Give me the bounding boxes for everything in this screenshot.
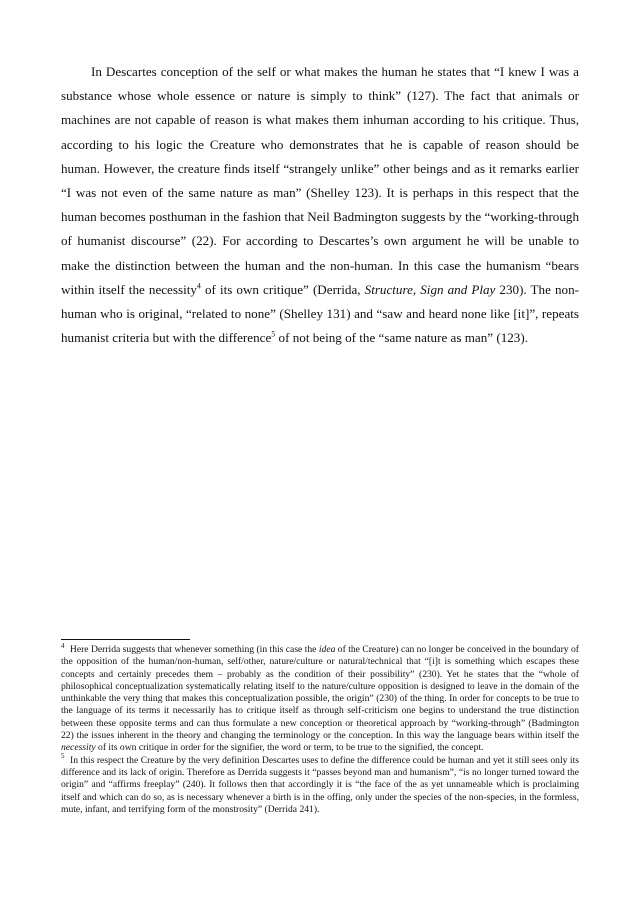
footnote-italic: idea	[318, 644, 336, 655]
footnote-text-segment: of its own critique in order for the signifier, the word or term, to be true to the signified, the concept.	[95, 742, 484, 754]
body-text-segment: 230). The non-human who is original, “related to none” (Shelley 131) and “saw and heard none like [it]”, repeats humanist criteria but with the difference	[61, 281, 579, 346]
footnote-text-segment: Here Derrida suggests that whenever something (in this case the	[67, 644, 319, 655]
body-paragraph	[61, 60, 579, 350]
italic-title: Structure, Sign and Play	[364, 281, 496, 297]
footnotes-section	[61, 641, 579, 816]
footnote-reference-4[interactable]: 4	[196, 281, 201, 291]
footnote-text-segment: In this respect the Creature by the very definition Descartes uses to define the difference could be human and yet it still sees only its difference and its lack of origin. Therefore as Derrida suggests it “passes beyond man and humanism”, “is no longer turned toward the origin” and “affirms freeplay” (240). It follows then that accordingly it is “the face of the as yet unnameable which is proclaiming itself and which can do so, as is necessary whenever a birth is in the offing, only under the species of the non-species, in the formless, mute, infant, and terrifying form of the monstrosity” (Derrida 241).	[61, 754, 579, 815]
body-text-segment: of its own critique” (Derrida,	[200, 281, 365, 297]
footnote-number: 4	[61, 641, 65, 650]
footnote-4	[61, 641, 579, 755]
footnote-text-segment: of the Creature) can no longer be conceived in the boundary of the opposition of the human/non-human, self/other, nature/culture or natural/technical that “[i]t is something which escapes these concepts and certainly precedes them – probably as the condition of their possibility” (230). Yet he states that the “whole of philosophical conceptualization systematically relating itself to the nature/culture opposition is designed to leave in the domain of the unthinkable the very thing that makes this conceptualization possible, the origin” (230) of the thing. In order for concepts to be true to the language of its terms it necessarily has to critique itself as through self-criticism one begins to understand the true distinction between these opposite terms and can thus formulate a new conception or theoretical approach by “working-through” (Badmington 22) the issues inherent in the theory and changing the terminology or the conception. In this way the language bears within itself the	[61, 644, 579, 742]
footnote-5	[61, 752, 579, 816]
body-text-segment: of not being of the “same nature as man” (123).	[275, 330, 528, 346]
footnote-reference-5[interactable]: 5	[271, 329, 276, 339]
footnote-separator	[61, 639, 190, 640]
footnote-number: 5	[61, 752, 65, 761]
footnote-italic: necessity	[61, 742, 96, 754]
body-text-segment: In Descartes conception of the self or what makes the human he states that “I knew I was a substance whose whole essence or nature is simply to think” (127). The fact that animals or machines are not capable of reason is what makes them inhuman according to his critique. Thus, according to his logic the Creature who demonstrates that he is capable of reason should be human. However, the creature finds itself “strangely unlike” other beings and as it remarks earlier “I was not even of the same nature as man” (Shelley 123). It is perhaps in this respect that the human becomes posthuman in the fashion that Neil Badmington suggests by the “working-through of humanist discourse” (22). For according to Descartes’s own argument he will be unable to make the distinction between the human and the non-human. In this case the humanism “bears within itself the necessity	[61, 64, 579, 297]
